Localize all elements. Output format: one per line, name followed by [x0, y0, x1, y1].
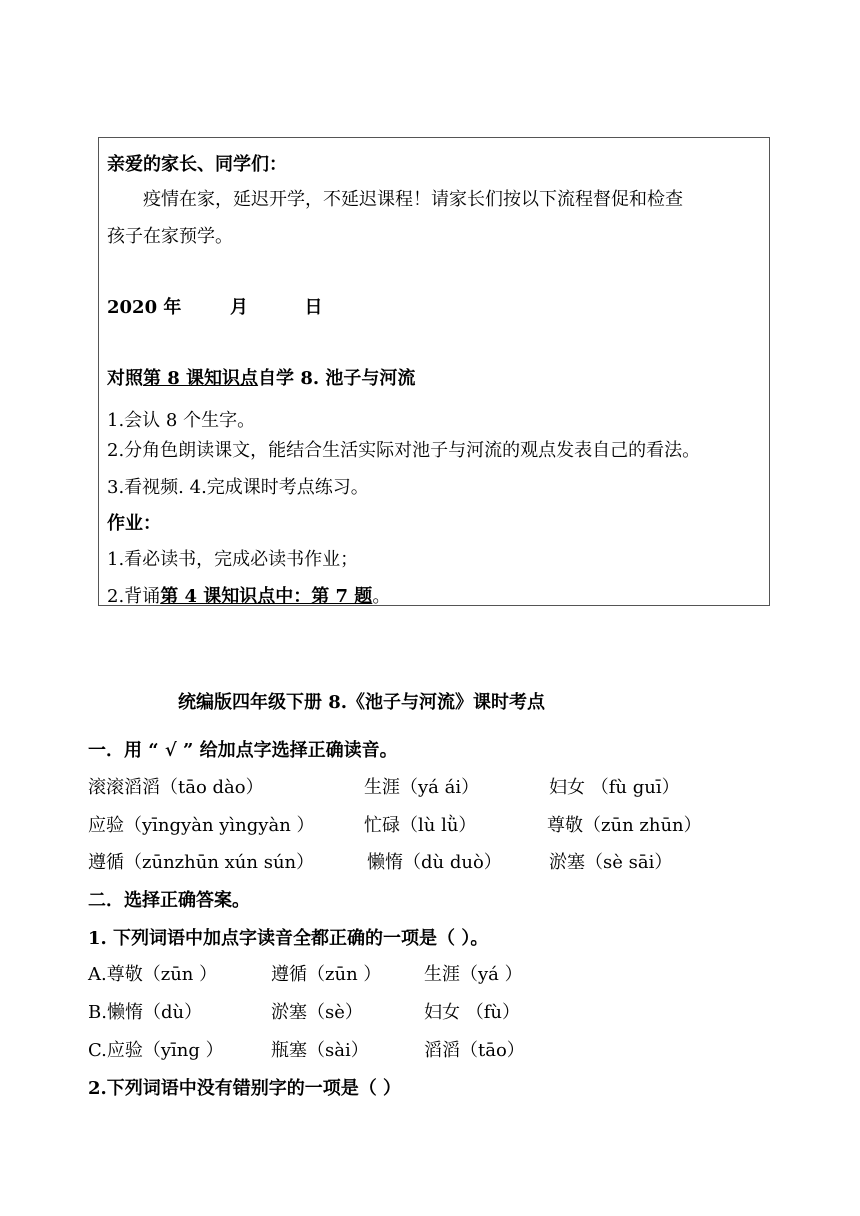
answer-option: A.尊敬（zūn ）	[88, 964, 218, 985]
answer-option: C.应验（yīng ）	[88, 1040, 224, 1061]
date-year: 2020 年	[107, 297, 182, 318]
study-suffix: 自学 8. 池子与河流	[258, 368, 416, 389]
pinyin-choice: 遵循（zūnzhūn xún sún）	[88, 852, 315, 873]
pinyin-choice: 淤塞（sè sāi）	[549, 852, 673, 873]
study-line	[107, 364, 415, 390]
goal-item: 3.看视频. 4.完成课时考点练习。	[107, 477, 369, 498]
pinyin-choice: 懒惰（dù duò）	[367, 852, 502, 873]
answer-option: 妇女 （fù）	[424, 1002, 520, 1023]
pinyin-choice: 生涯（yá ái）	[364, 777, 480, 798]
pinyin-choice: 妇女 （fù guī）	[549, 777, 680, 798]
homework-knowledge-link[interactable]: 第 4 课知识点中：第 7 题	[160, 586, 373, 607]
homework-item	[107, 582, 390, 608]
date-line	[107, 293, 323, 319]
study-prefix: 对照	[107, 368, 143, 389]
goal-item: 2.分角色朗读课文，能结合生活实际对池子与河流的观点发表自己的看法。	[107, 440, 701, 461]
homework-title: 作业：	[107, 513, 161, 534]
date-day: 日	[304, 297, 323, 318]
date-month: 月	[229, 297, 248, 318]
answer-option: 滔滔（tāo）	[424, 1040, 525, 1061]
pinyin-choice: 应验（yīngyàn yìngyàn ）	[88, 815, 315, 836]
answer-option: 生涯（yá ）	[424, 964, 523, 985]
answer-option: B.懒惰（dù）	[88, 1002, 203, 1023]
notice-greeting: 亲爱的家长、同学们：	[107, 154, 287, 175]
section1-heading: 一．用 “ √ ” 给加点字选择正确读音。	[88, 740, 398, 761]
pinyin-choice: 尊敬（zūn zhūn）	[547, 815, 702, 836]
answer-option: 瓶塞（sài）	[271, 1040, 369, 1061]
homework-item2-suffix: 。	[372, 586, 391, 607]
pinyin-choice: 忙碌（lù lǜ）	[364, 815, 477, 836]
section2-heading: 二．选择正确答案。	[88, 890, 250, 911]
goal-item: 1.会认 8 个生字。	[107, 410, 256, 431]
lesson-knowledge-link[interactable]: 第 8 课知识点	[143, 368, 259, 389]
notice-box	[98, 137, 770, 606]
pinyin-choice: 滚滚滔滔（tāo dào）	[88, 777, 264, 798]
worksheet-title: 统编版四年级下册 8.《池子与河流》课时考点	[178, 692, 546, 713]
notice-paragraph-line1: 疫情在家，延迟开学，不延迟课程！请家长们按以下流程督促和检查	[143, 189, 683, 210]
homework-item: 1.看必读书，完成必读书作业；	[107, 549, 359, 570]
homework-item2-prefix: 2.背诵	[107, 586, 161, 607]
question2-stem: 2.下列词语中没有错别字的一项是（ ）	[88, 1078, 402, 1099]
answer-option: 遵循（zūn ）	[271, 964, 382, 985]
answer-option: 淤塞（sè）	[271, 1002, 363, 1023]
notice-paragraph-line2: 孩子在家预学。	[107, 226, 233, 247]
question1-stem: 1. 下列词语中加点字读音全都正确的一项是（ ）。	[88, 928, 489, 949]
